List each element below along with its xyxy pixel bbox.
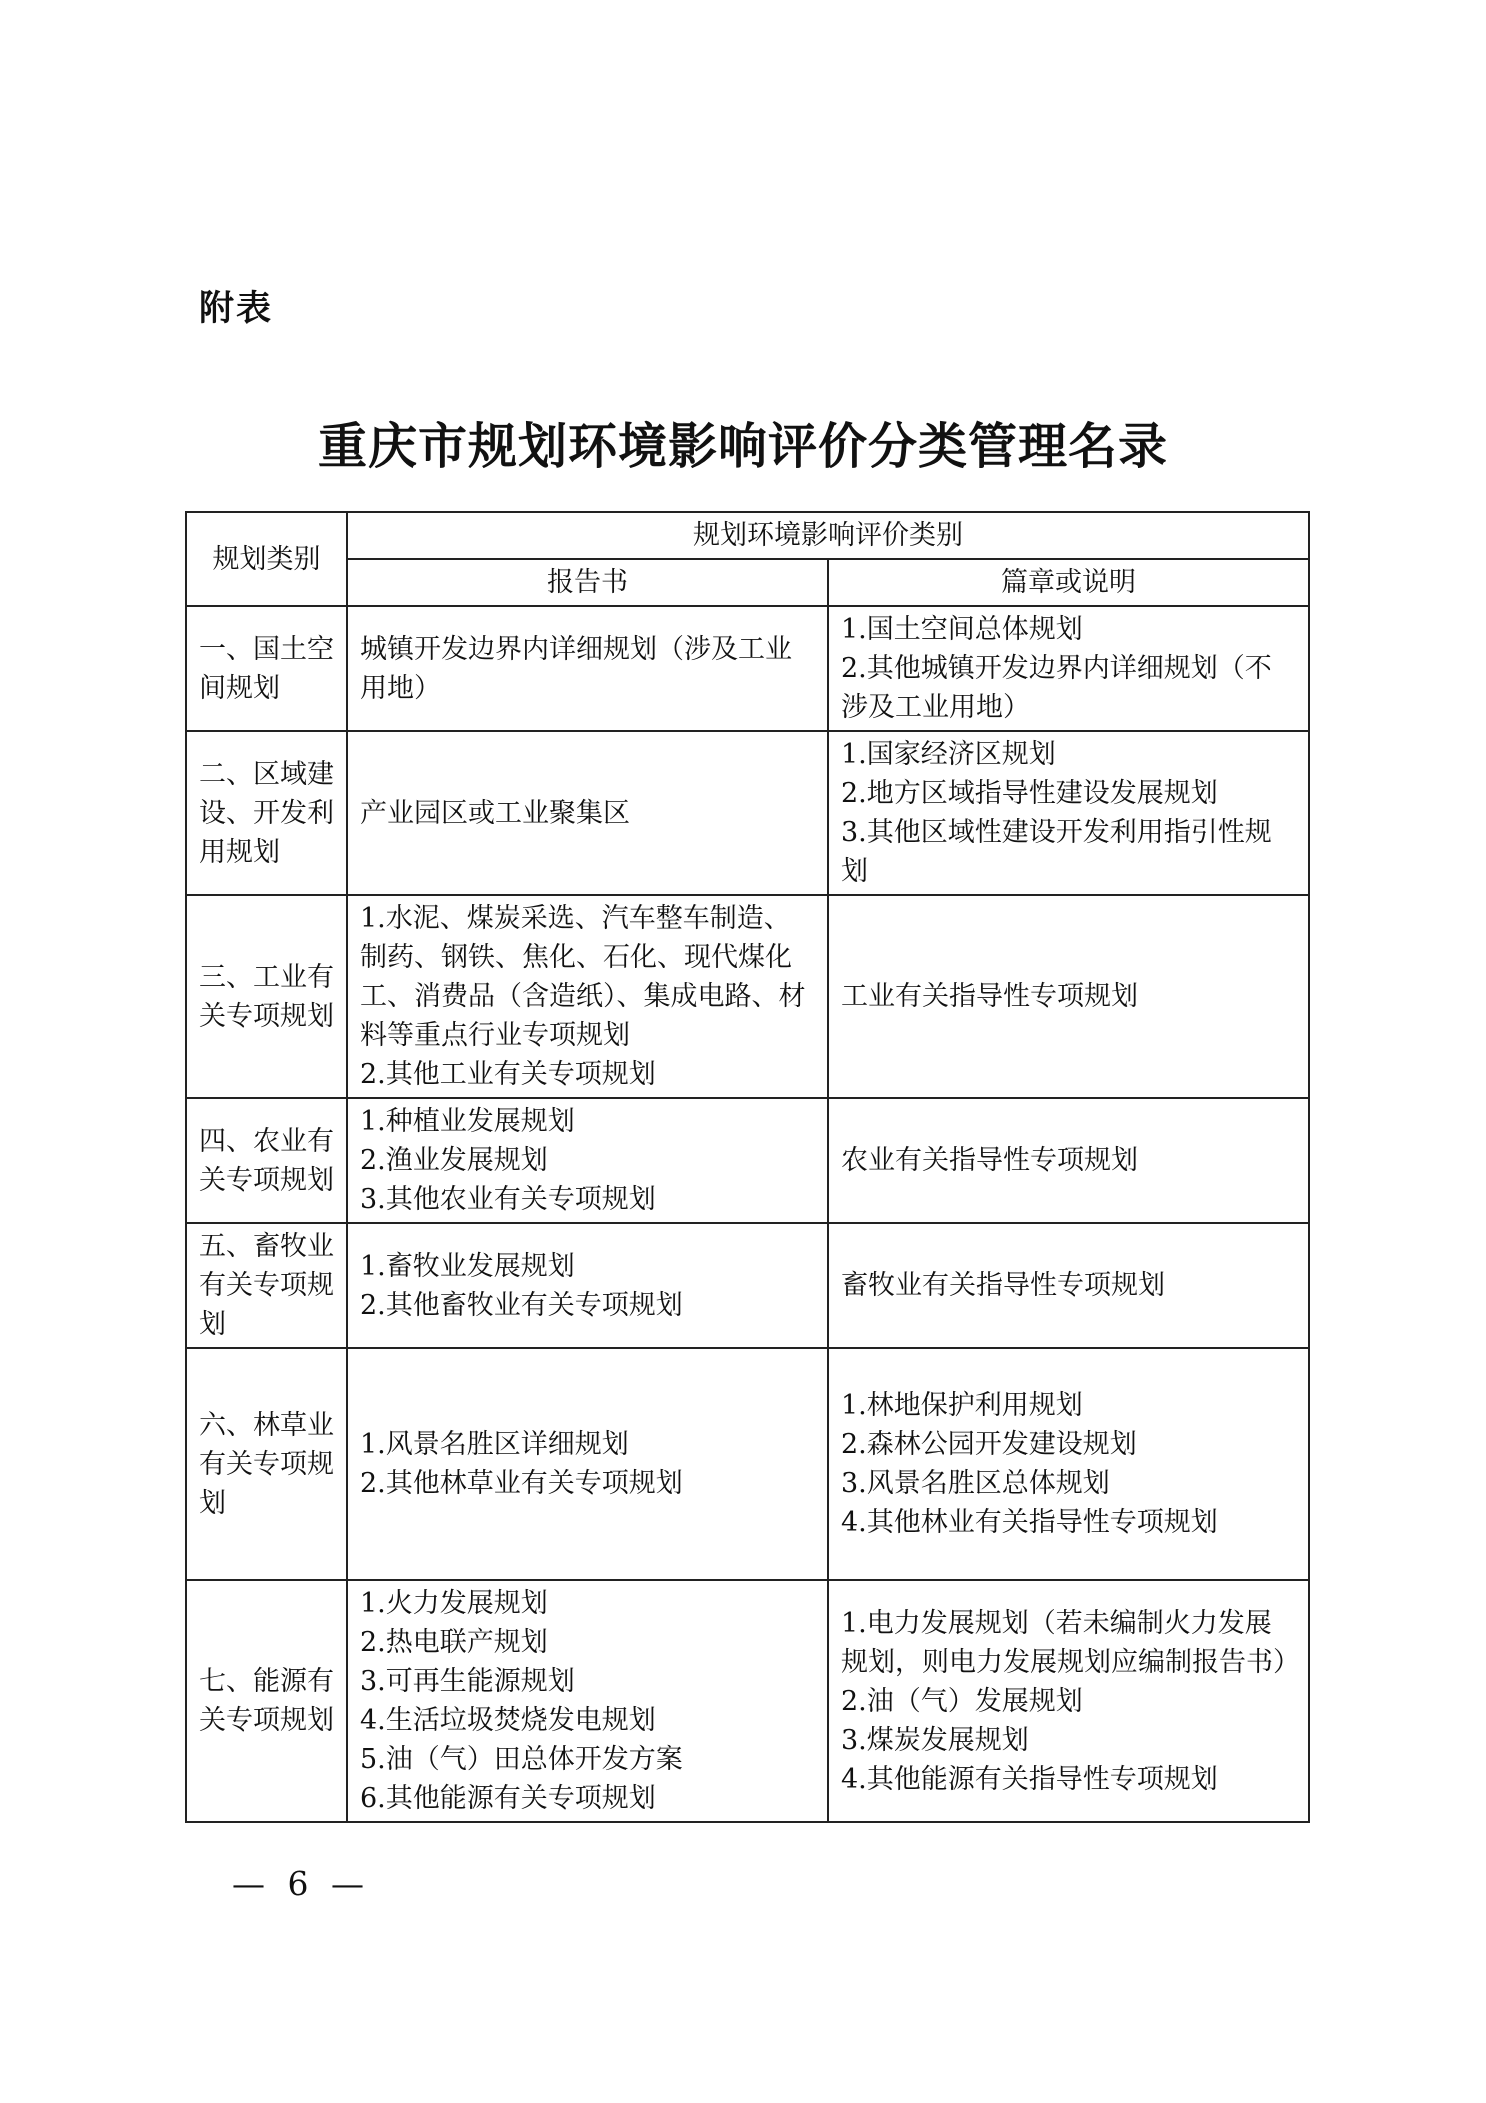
table-row (186, 1348, 1309, 1580)
row-chapter (828, 1348, 1309, 1580)
document-title: 重庆市规划环境影响评价分类管理名录 (317, 417, 1168, 475)
row-chapter (828, 731, 1309, 895)
header-category: 规划类别 (186, 512, 347, 606)
table-row (186, 1098, 1309, 1223)
row-report (347, 1348, 828, 1580)
report-item: 1.畜牧业发展规划 (360, 1250, 575, 1282)
row-chapter (828, 1223, 1309, 1348)
chapter-item: 1.国家经济区规划 (841, 739, 1056, 770)
row-report (347, 895, 828, 1098)
row-category: 五、畜牧业有关专项规划 (186, 1223, 347, 1348)
header-report: 报告书 (347, 559, 828, 606)
chapter-item: 2.油（气）发展规划 (841, 1685, 1083, 1717)
appendix-label: 附表 (199, 289, 274, 329)
report-item: 3.可再生能源规划 (360, 1666, 575, 1697)
chapter-item: 4.其他能源有关指导性专项规划 (841, 1763, 1218, 1795)
row-chapter (828, 1098, 1309, 1223)
report-item: 2.渔业发展规划 (360, 1145, 548, 1176)
table-row (186, 606, 1309, 731)
report-item: 1.种植业发展规划 (360, 1106, 575, 1137)
chapter-item: 2.其他城镇开发边界内详细规划（不涉及工业用地） (841, 653, 1272, 723)
report-item: 6.其他能源有关专项规划 (360, 1783, 656, 1814)
chapter-item: 1.国土空间总体规划 (841, 614, 1083, 645)
report-item: 4.生活垃圾焚烧发电规划 (360, 1705, 656, 1736)
chapter-item: 农业有关指导性专项规划 (841, 1145, 1138, 1176)
chapter-item: 2.森林公园开发建设规划 (841, 1429, 1137, 1460)
chapter-item: 1.林地保护利用规划 (841, 1390, 1083, 1421)
report-item: 产业园区或工业聚集区 (360, 797, 630, 829)
row-report (347, 606, 828, 731)
chapter-item: 3.风景名胜区总体规划 (841, 1468, 1110, 1499)
table-row (186, 895, 1309, 1098)
report-item: 1.火力发展规划 (360, 1588, 548, 1619)
header-chapter: 篇章或说明 (828, 559, 1309, 606)
chapter-item: 工业有关指导性专项规划 (841, 981, 1138, 1012)
report-item: 2.其他畜牧业有关专项规划 (360, 1289, 683, 1321)
header-eia-type: 规划环境影响评价类别 (347, 512, 1309, 559)
row-category: 二、区域建设、开发利用规划 (186, 731, 347, 895)
report-item: 2.其他工业有关专项规划 (360, 1059, 656, 1090)
row-category: 七、能源有关专项规划 (186, 1580, 347, 1822)
table-row (186, 731, 1309, 895)
table-row (186, 1580, 1309, 1822)
chapter-item: 3.煤炭发展规划 (841, 1724, 1029, 1756)
report-item: 2.其他林草业有关专项规划 (360, 1468, 683, 1499)
chapter-item: 4.其他林业有关指导性专项规划 (841, 1507, 1218, 1538)
row-report (347, 1098, 828, 1223)
report-item: 城镇开发边界内详细规划（涉及工业用地） (360, 633, 792, 704)
report-item: 1.水泥、煤炭采选、汽车整车制造、制药、钢铁、焦化、石化、现代煤化工、消费品（含造纸）、集成电路、材料等重点行业专项规划 (360, 903, 806, 1051)
chapter-item: 畜牧业有关指导性专项规划 (841, 1270, 1165, 1301)
row-chapter (828, 1580, 1309, 1822)
report-item: 1.风景名胜区详细规划 (360, 1429, 629, 1460)
chapter-item: 2.地方区域指导性建设发展规划 (841, 778, 1218, 809)
table-row (186, 1223, 1309, 1348)
row-category: 四、农业有关专项规划 (186, 1098, 347, 1223)
report-item: 5.油（气）田总体开发方案 (360, 1744, 683, 1775)
row-chapter (828, 895, 1309, 1098)
row-category: 三、工业有关专项规划 (186, 895, 347, 1098)
report-item: 2.热电联产规划 (360, 1627, 548, 1658)
chapter-item: 3.其他区域性建设开发利用指引性规划 (841, 817, 1272, 887)
row-report (347, 1223, 828, 1348)
row-chapter (828, 606, 1309, 731)
row-report (347, 1580, 828, 1822)
row-report (347, 731, 828, 895)
classification-table (185, 511, 1310, 1823)
page-number: — 6 — (232, 1864, 370, 1903)
row-category: 一、国土空间规划 (186, 606, 347, 731)
chapter-item: 1.电力发展规划（若未编制火力发展规划，则电力发展规划应编制报告书） (841, 1607, 1300, 1678)
row-category: 六、林草业有关专项规划 (186, 1348, 347, 1580)
report-item: 3.其他农业有关专项规划 (360, 1184, 656, 1215)
